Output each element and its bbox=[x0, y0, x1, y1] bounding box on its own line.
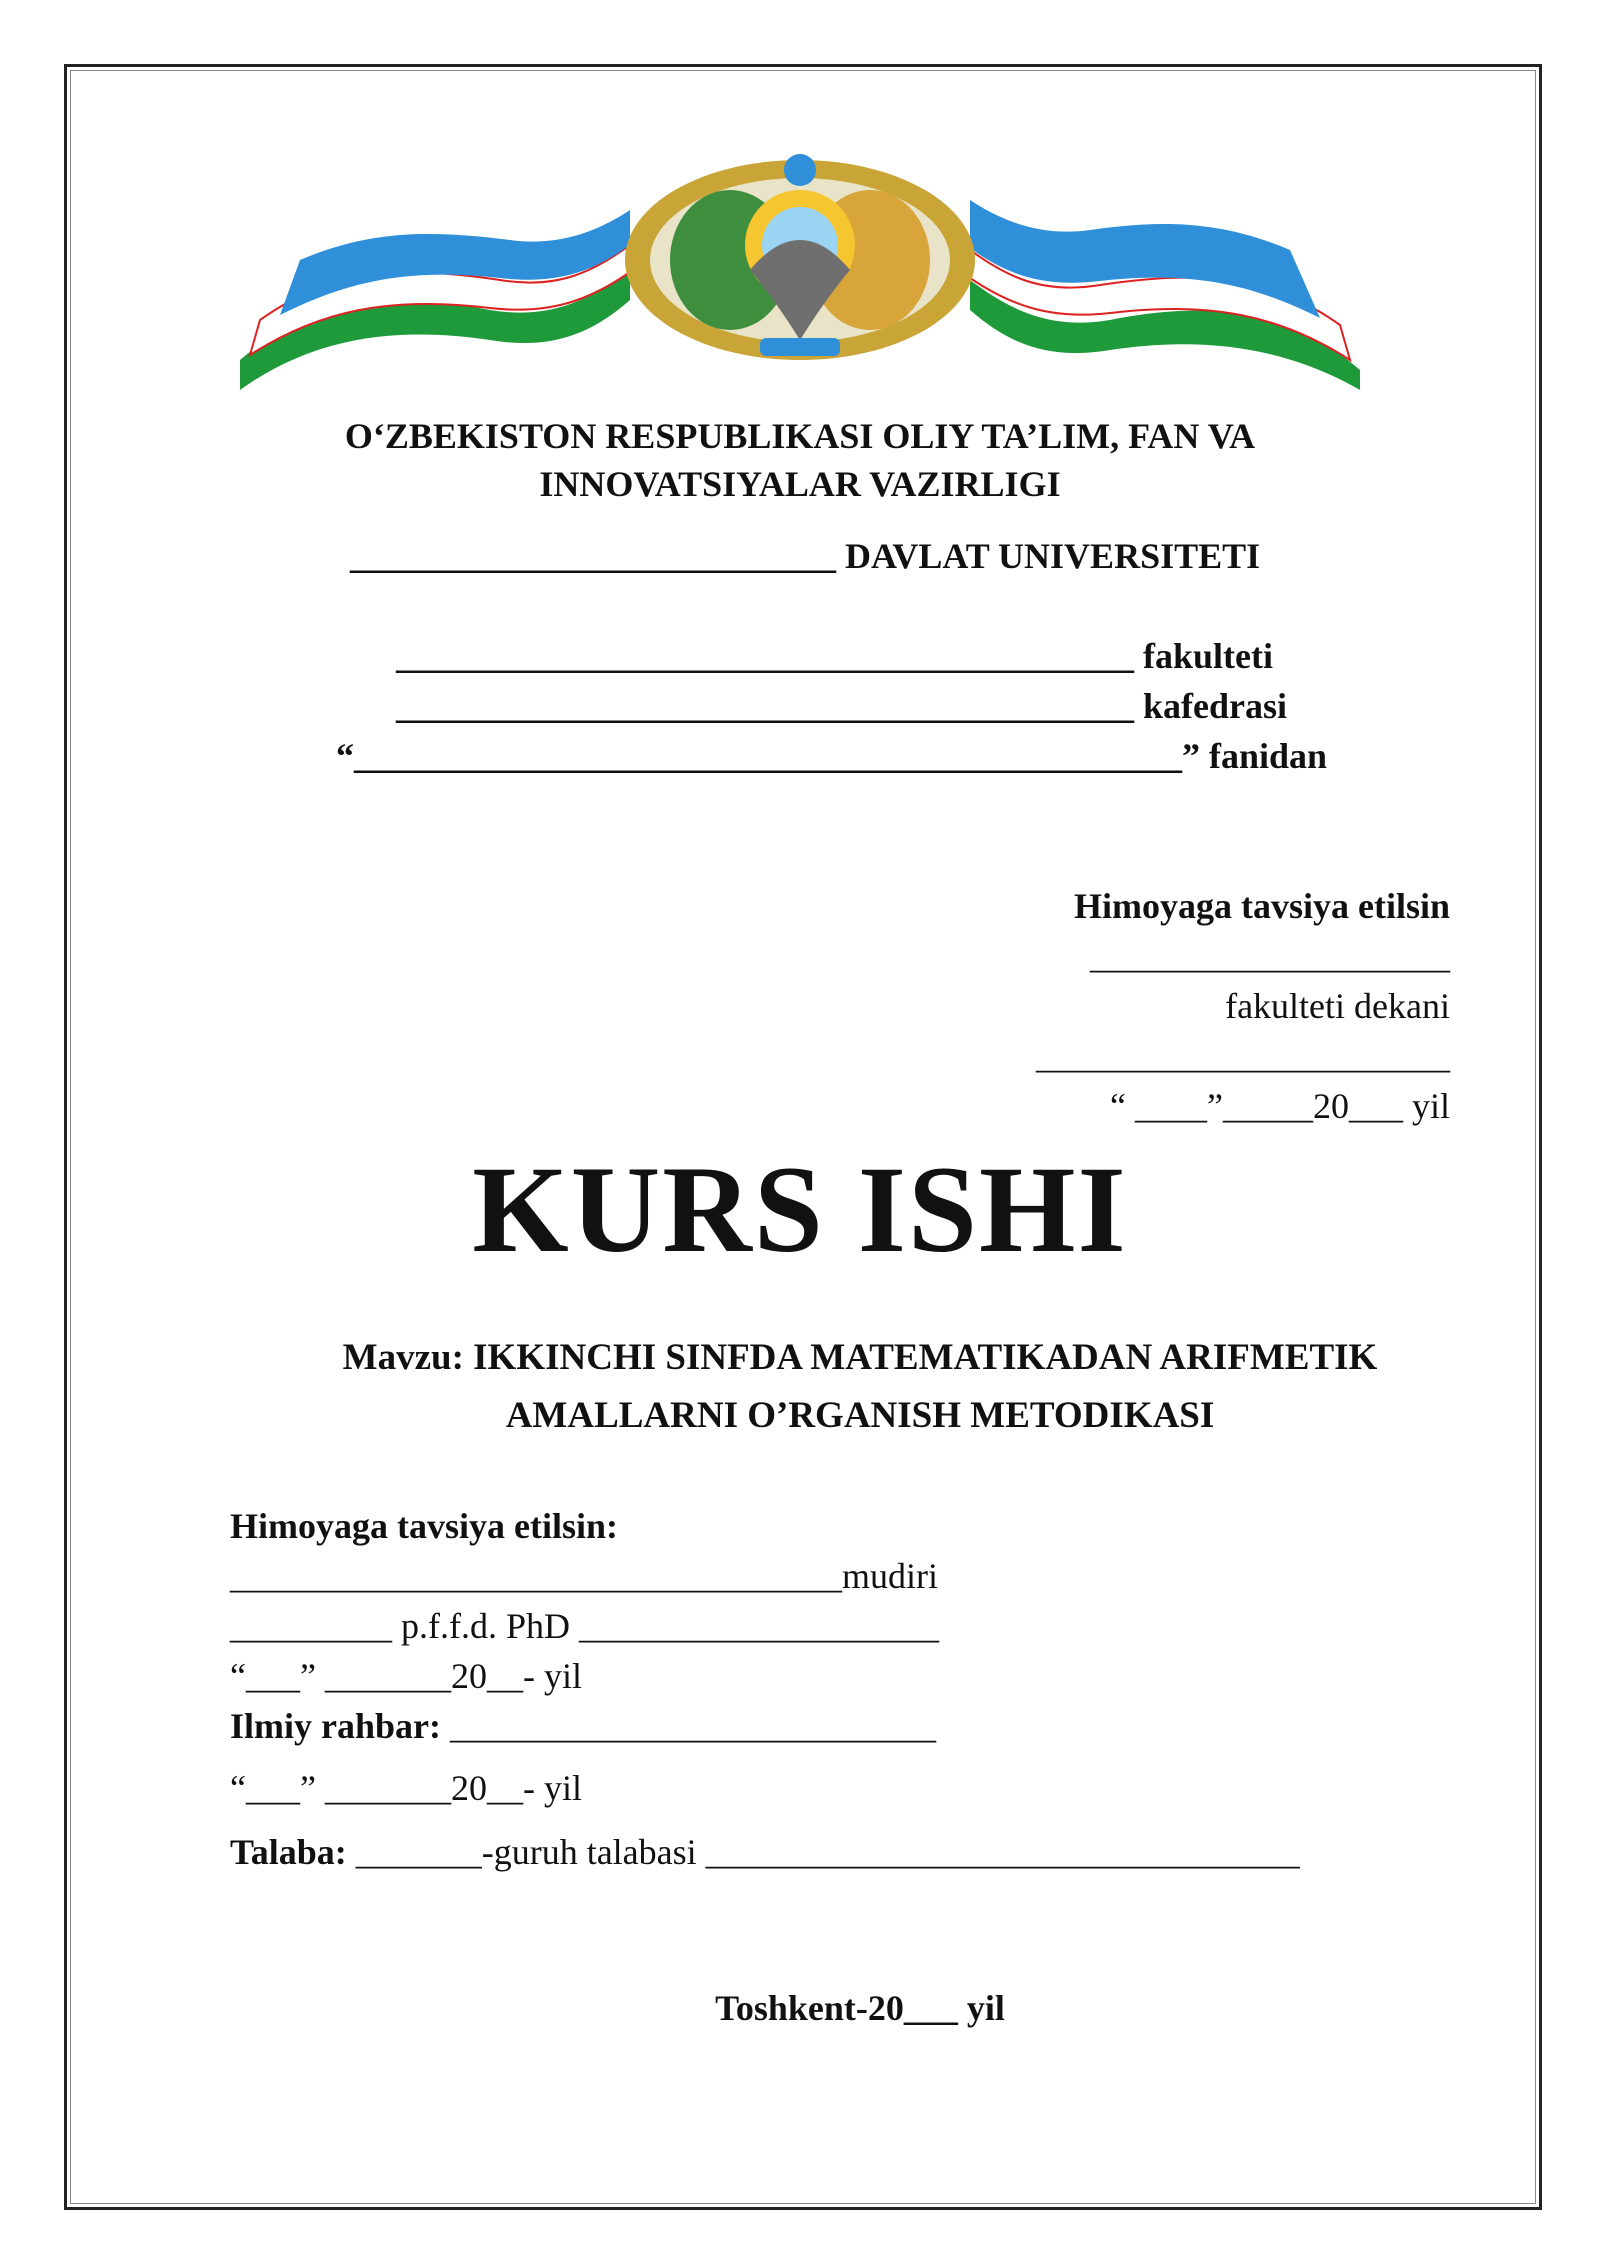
student-group-line: _______-guruh talabasi _________________________________ bbox=[355, 1832, 1300, 1872]
flag-ribbon-right bbox=[970, 200, 1360, 390]
department-label: kafedrasi bbox=[1143, 686, 1287, 726]
approval-top-blank-1: ____________________ bbox=[1090, 936, 1450, 976]
approval-date-2: “___” _______20__- yil bbox=[230, 1768, 582, 1808]
department-line bbox=[396, 684, 1287, 728]
department-blank: _________________________________________ bbox=[396, 686, 1134, 726]
pfd-phd-line: _________ p.f.f.d. PhD ____________________ bbox=[230, 1606, 939, 1646]
footer-city-year: Toshkent-20___ yil bbox=[715, 1988, 1005, 2028]
page-border-inner bbox=[70, 70, 1536, 2204]
subject-line bbox=[336, 734, 1327, 778]
supervisor-label: Ilmiy rahbar: bbox=[230, 1706, 441, 1746]
faculty-label: fakulteti bbox=[1143, 636, 1273, 676]
university-blank: ___________________________ bbox=[350, 536, 836, 576]
supervisor-blank: ___________________________ bbox=[450, 1706, 936, 1746]
approval-top-role: fakulteti dekani bbox=[1225, 986, 1450, 1026]
topic-line-2: AMALLARNI O’RGANISH METODIKASI bbox=[505, 1395, 1215, 1436]
university-line bbox=[350, 534, 1260, 578]
subject-open-quote: “ bbox=[336, 736, 354, 776]
head-of-department-line: __________________________________mudiri bbox=[230, 1556, 938, 1596]
topic-line-1: Mavzu: IKKINCHI SINFDA MATEMATIKADAN ARIFMETIK bbox=[342, 1337, 1378, 1378]
document-title: KURS ISHI bbox=[472, 1141, 1128, 1278]
flag-ribbon-left bbox=[240, 210, 630, 390]
subject-blank: ______________________________________________ bbox=[354, 736, 1182, 776]
student-label: Talaba: bbox=[230, 1832, 347, 1872]
university-label: DAVLAT UNIVERSITETI bbox=[845, 536, 1261, 576]
approval-top-blank-2: _______________________ bbox=[1036, 1036, 1450, 1076]
ministry-line-2: INNOVATSIYALAR VAZIRLIGI bbox=[539, 464, 1061, 504]
approval-top-date: “ ____”_____20___ yil bbox=[1110, 1086, 1450, 1126]
faculty-line bbox=[396, 634, 1273, 678]
student-line bbox=[230, 1830, 1300, 1874]
approval-bottom-heading: Himoyaga tavsiya etilsin: bbox=[230, 1506, 618, 1546]
approval-top-heading: Himoyaga tavsiya etilsin bbox=[1074, 886, 1450, 926]
ministry-line-1: O‘ZBEKISTON RESPUBLIKASI OLIY TA’LIM, FAN VA bbox=[344, 416, 1256, 456]
uzbekistan-emblem-banner bbox=[230, 150, 1370, 390]
emblem-star bbox=[784, 154, 816, 186]
subject-label: ” fanidan bbox=[1182, 736, 1328, 776]
approval-date-1: “___” _______20__- yil bbox=[230, 1656, 582, 1696]
supervisor-line bbox=[230, 1704, 936, 1748]
faculty-blank: _________________________________________ bbox=[396, 636, 1134, 676]
